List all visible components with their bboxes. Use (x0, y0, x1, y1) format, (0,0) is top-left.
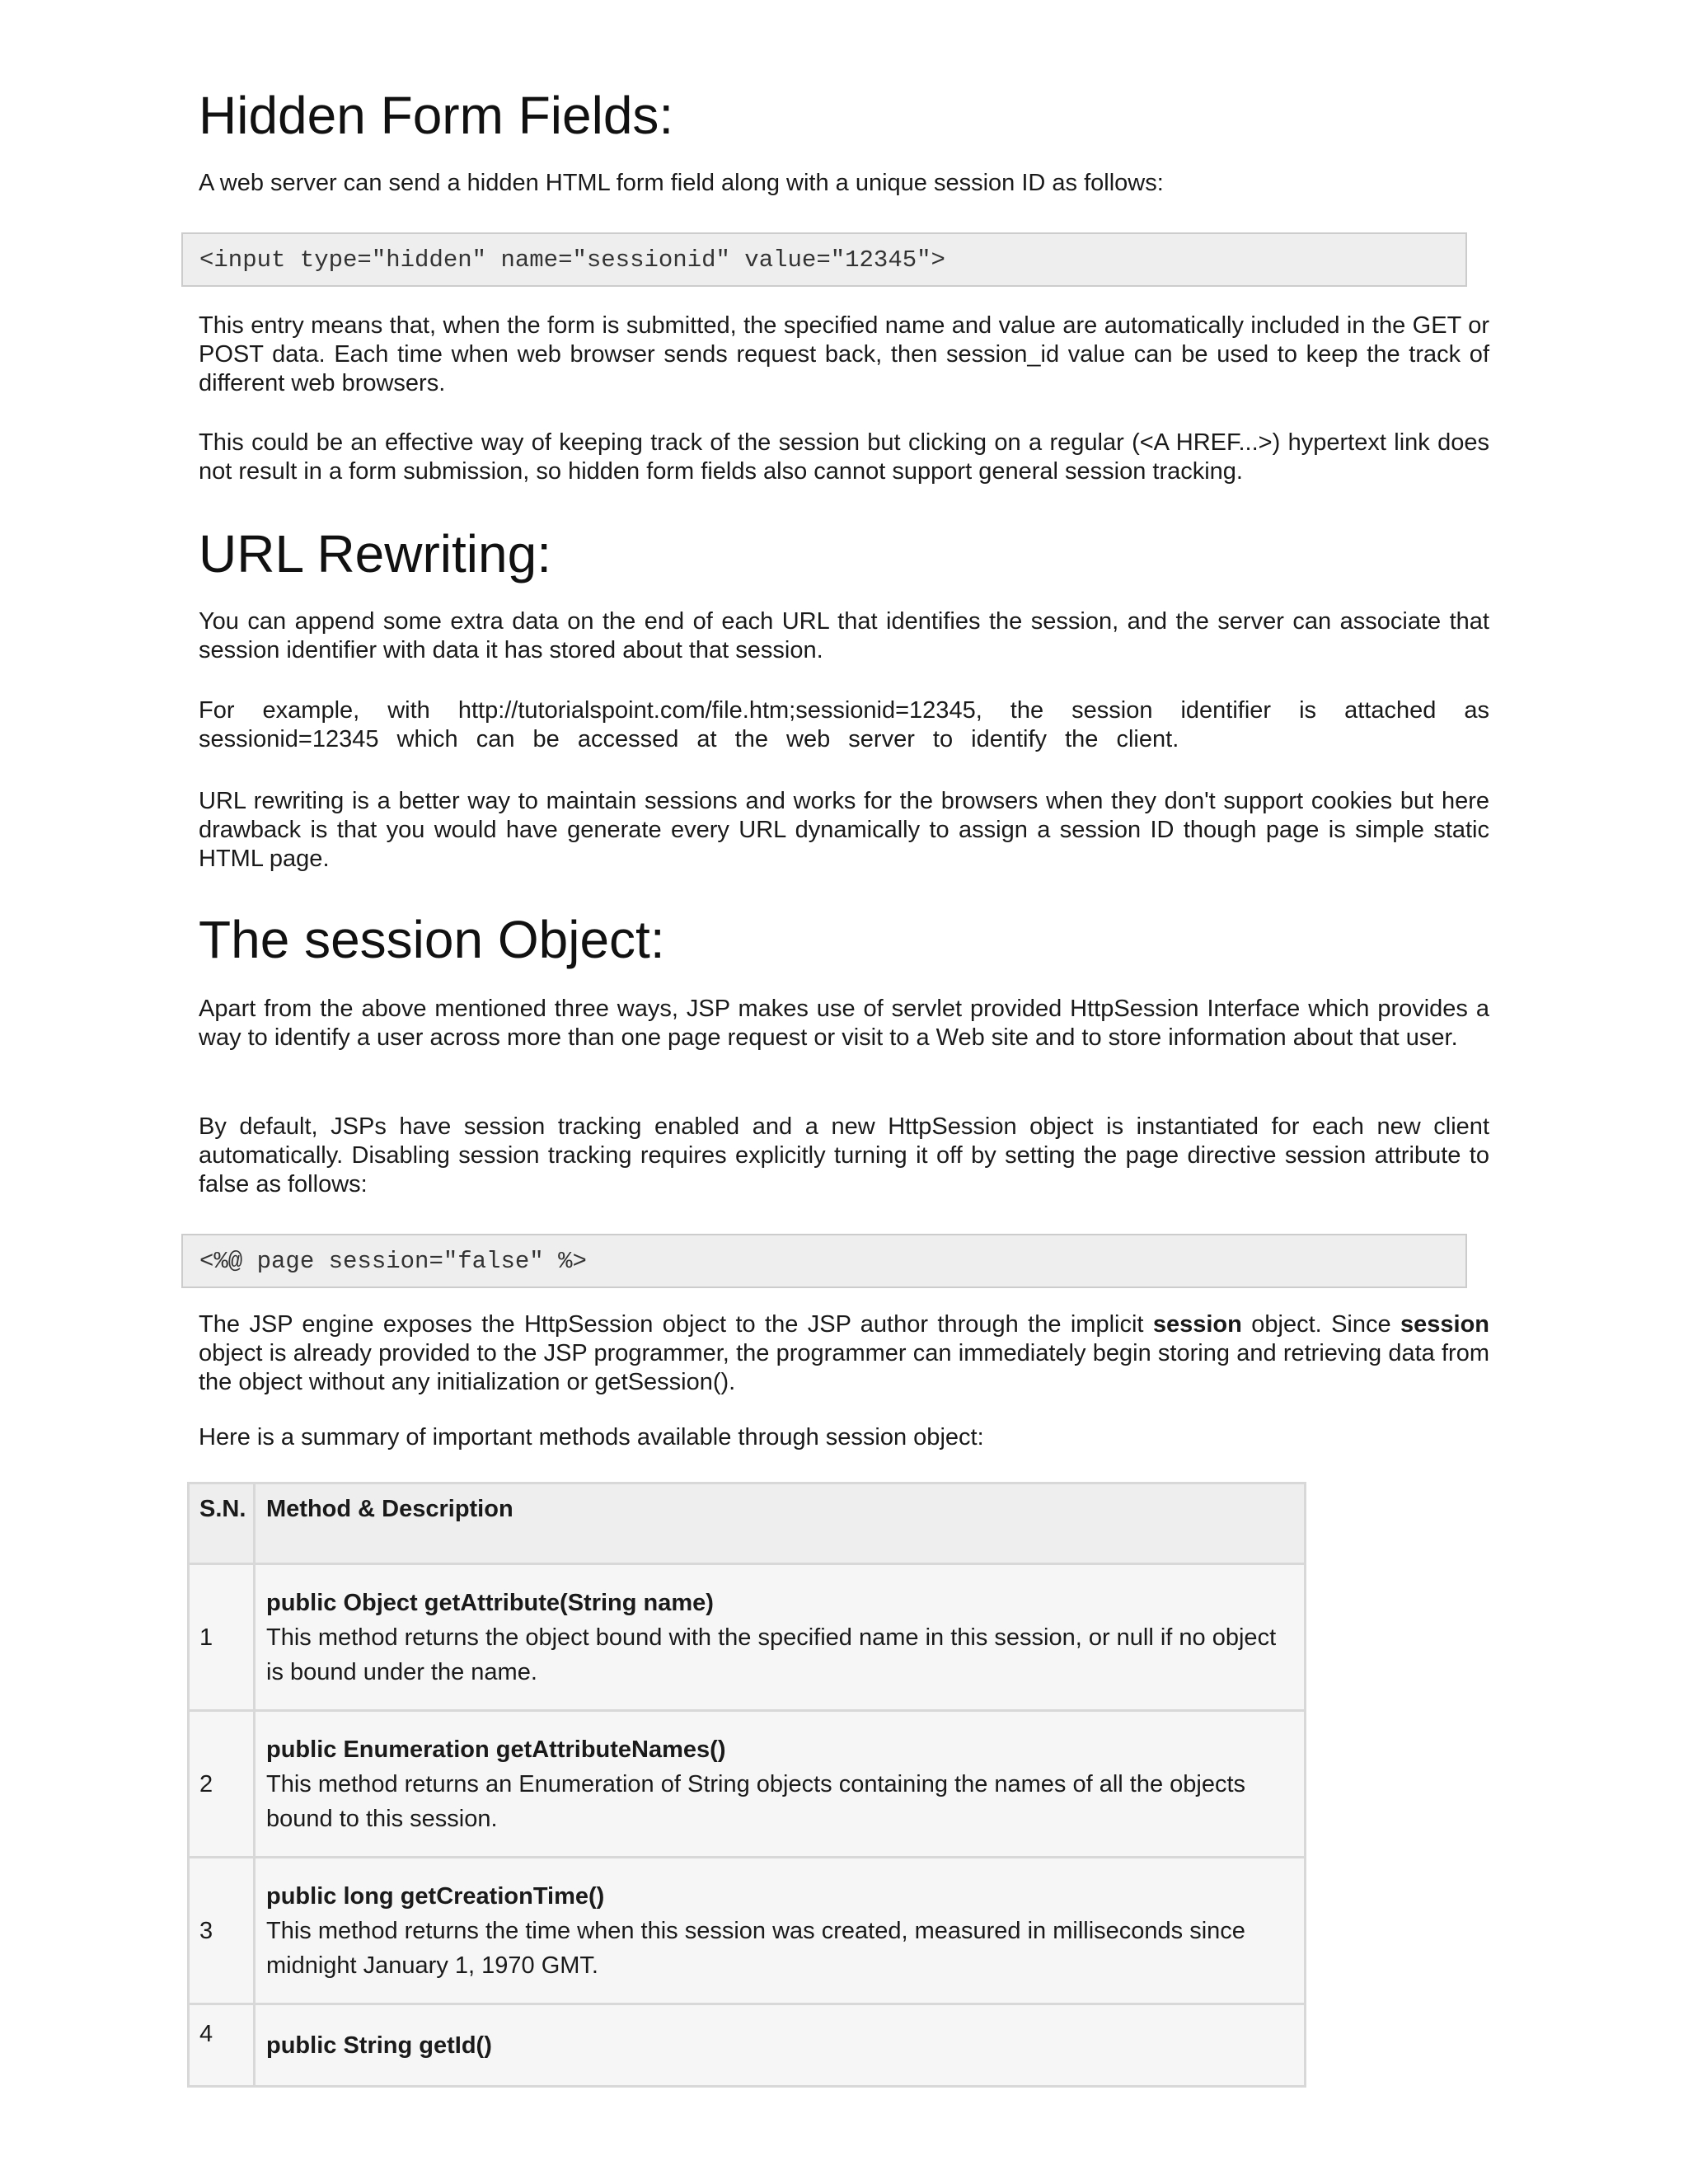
session-para-3-part-a: The JSP engine exposes the HttpSession object to the JSP author through the implicit (199, 1311, 1153, 1338)
table-row (189, 1711, 1306, 1858)
table-row (189, 1564, 1306, 1711)
session-para-2: By default, JSPs have session tracking enabled and a new HttpSession object is instantiated for each new client automatically. Disabling session tracking requires explicitly turning it off by setting the page directive session attribute to false as follows: (199, 1113, 1489, 1197)
session-para-3-part-e: object is already provided to the JSP programmer, the programmer can immediately begin storing and retrieving data from the object without any initialization or getSession(). (199, 1340, 1489, 1395)
hidden-para-1: This entry means that, when the form is submitted, the specified name and value are automatically included in the GET or POST data. Each time when web browser sends request back, then session_id value can be used to keep the track of different web browsers. (199, 312, 1489, 396)
table-header-row (189, 1483, 1306, 1564)
row-sn: 2 (189, 1711, 255, 1858)
method-signature: public Object getAttribute(String name) (266, 1589, 714, 1616)
row-sn: 3 (189, 1858, 255, 2004)
code-block-hidden-input (181, 232, 1467, 287)
session-para-4: Here is a summary of important methods available through session object: (199, 1424, 984, 1451)
row-method-description (255, 1858, 1306, 2004)
method-signature: public String getId() (266, 2032, 492, 2059)
url-para-1: You can append some extra data on the end of each URL that identifies the session, and the server can associate that session identifier with data it has stored about that session. (199, 608, 1489, 663)
hidden-para-2: This could be an effective way of keeping track of the session but clicking on a regular (<A HREF...>) hypertext link does not result in a form submission, so hidden form fields also cannot support general session tracking. (199, 429, 1489, 485)
row-sn: 1 (189, 1564, 255, 1711)
code-page-session-text: <%@ page session="false" %> (199, 1247, 587, 1275)
row-method-description (255, 2004, 1306, 2087)
header-method-description: Method & Description (255, 1483, 1306, 1564)
heading-session-object: The session Object: (199, 910, 665, 969)
table-row (189, 2004, 1306, 2087)
row-method-description (255, 1564, 1306, 1711)
row-method-description (255, 1711, 1306, 1858)
heading-url-rewriting: URL Rewriting: (199, 524, 551, 583)
table-row (189, 1858, 1306, 2004)
method-signature: public long getCreationTime() (266, 1882, 605, 1910)
heading-hidden-form-fields: Hidden Form Fields: (199, 86, 674, 145)
url-para-2: For example, with http://tutorialspoint.com/file.htm;sessionid=12345, the session identifier is attached as sessionid=12345 which can be accessed at the web server to identify the client. (199, 697, 1489, 752)
session-para-1: Apart from the above mentioned three ways, JSP makes use of servlet provided HttpSession Interface which provides a way to identify a user across more than one page request or visit to a Web site and to store information about that user. (199, 996, 1489, 1051)
code-block-page-session (181, 1234, 1467, 1288)
code-hidden-input-text: <input type="hidden" name="sessionid" value="12345"> (199, 246, 945, 274)
session-para-3-part-c: object. Since (1241, 1311, 1400, 1338)
method-description: This method returns the time when this session was created, measured in milliseconds since midnight January 1, 1970 GMT. (266, 1917, 1245, 1979)
method-description: This method returns the object bound with the specified name in this session, or null if no object is bound under the name. (266, 1624, 1277, 1685)
method-description: This method returns an Enumeration of String objects containing the names of all the objects bound to this session. (266, 1770, 1246, 1832)
methods-table (187, 1482, 1306, 2088)
session-keyword-1: session (1152, 1311, 1242, 1338)
header-sn: S.N. (189, 1483, 255, 1564)
session-para-3 (199, 1310, 1489, 1397)
row-sn: 4 (189, 2004, 255, 2087)
url-para-3: URL rewriting is a better way to maintain sessions and works for the browsers when they don't support cookies but here drawback is that you would have generate every URL dynamically to assign a session ID though page is simple static HTML page. (199, 788, 1489, 872)
hidden-intro: A web server can send a hidden HTML form field along with a unique session ID as follows: (199, 170, 1164, 196)
session-keyword-2: session (1400, 1311, 1489, 1338)
method-signature: public Enumeration getAttributeNames() (266, 1736, 726, 1763)
